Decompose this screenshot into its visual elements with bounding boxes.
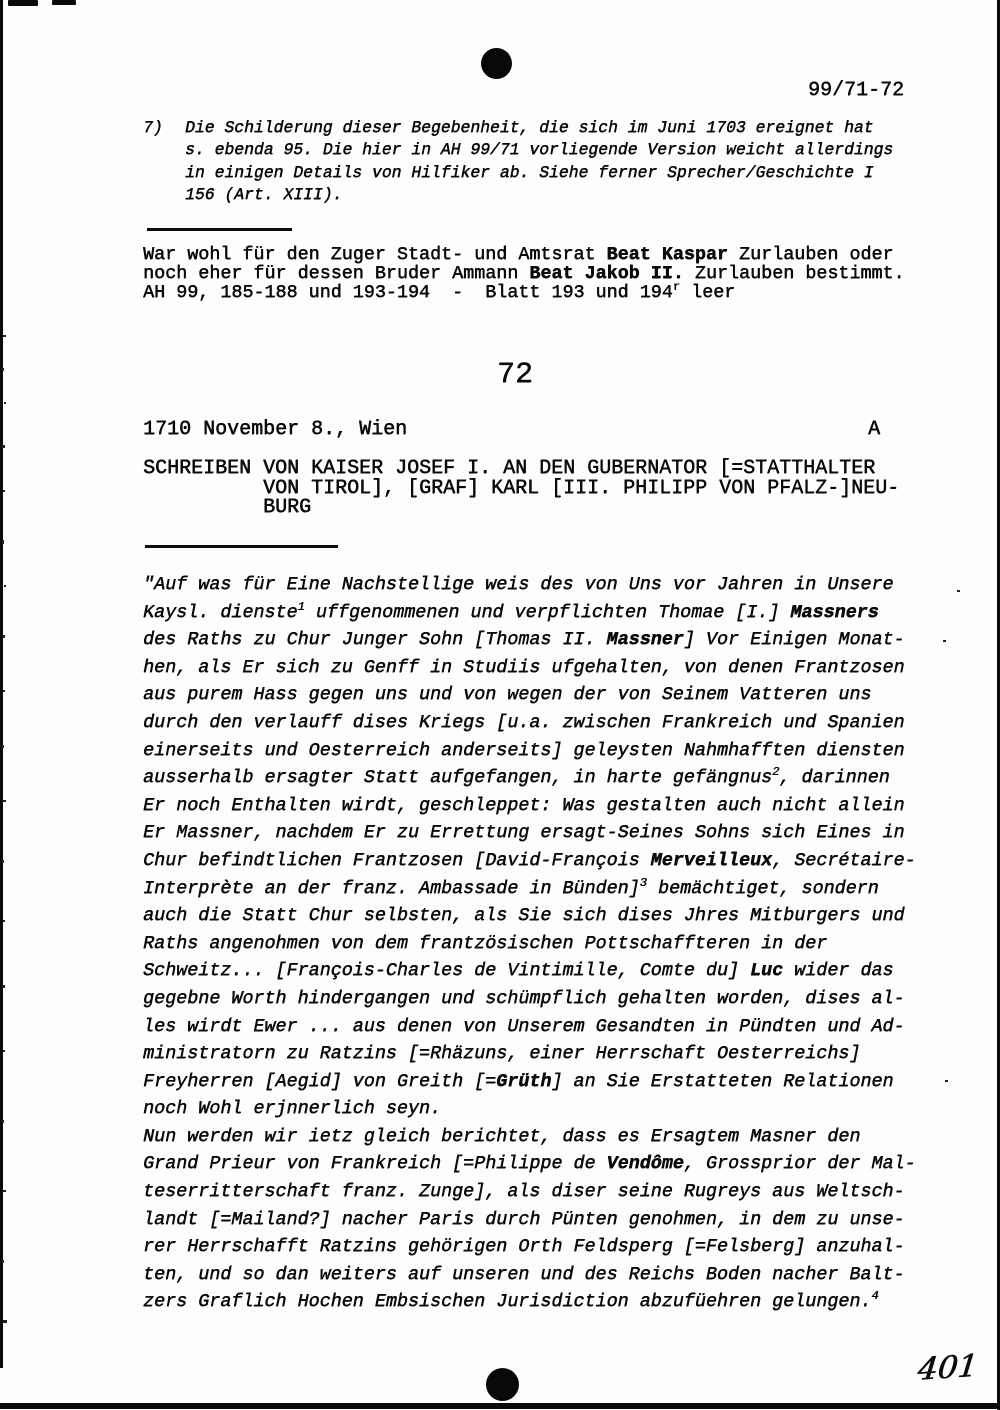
scan-speck <box>2 445 5 448</box>
scan-speck <box>3 1320 7 1323</box>
text-line: VON TIROL], [GRAF] KARL [III. PHILIPP VON PFALZ-]NEU- <box>263 476 900 500</box>
punch-hole-top <box>481 48 512 79</box>
document-number: 72 <box>496 358 533 392</box>
text-line: ausserhalb ersagter Statt aufgefangen, in harte gefängnus$^2$, darinnen <box>143 765 890 789</box>
text-line: Nun werden wir ietz gleich berichtet, dass es Ersagtem Masner den <box>143 1125 861 1147</box>
text-line: War wohl für den Zuger Stadt- und Amtsrat Beat Kaspar Zurlauben oder <box>143 244 894 265</box>
scan-speck <box>2 860 4 863</box>
date-place: 1710 November 8., Wien <box>143 418 408 441</box>
text-line: zers Graflich Hochen Embsischen Jurisdiction abzufüehren gelungen.$^4$ <box>143 1289 879 1313</box>
text-line: aus purem Hass gegen uns und von wegen der von Seinem Vatteren uns <box>143 684 872 706</box>
scan-smudge-top-left-2 <box>52 0 76 5</box>
scan-speck <box>943 640 946 642</box>
text-line: 156 (Art. XIII). <box>185 184 343 204</box>
page-reference: 99/71-72 <box>807 79 904 102</box>
text-line: in einigen Details von Hilfiker ab. Siehe ferner Sprecher/Geschichte I <box>185 162 874 182</box>
scan-speck <box>4 585 6 587</box>
text-line: rer Herrschafft Ratzins gehörigen Orth Feldsperg [=Felsberg] anzuhal- <box>143 1236 905 1258</box>
text-line: noch eher für dessen Bruder Ammann Beat Jakob II. Zurlauben bestimmt. <box>143 263 905 284</box>
transcription-body <box>143 571 916 1316</box>
text-line: BURG <box>263 496 312 520</box>
text-line: ministratorn zu Ratzins [=Rhäzuns, einer Herrschaft Oesterreichs] <box>143 1043 861 1065</box>
text-line: s. ebenda 95. Die hier in AH 99/71 vorliegende Version weicht allerdings <box>185 140 894 160</box>
text-line: teserritterschaft franz. Zunge], als diser seine Rugreys aus Weltsch- <box>143 1181 905 1203</box>
text-line: SCHREIBEN VON KAISER JOSEF I. AN DEN GUBERNATOR [=STATTHALTER <box>143 457 876 480</box>
scan-speck <box>4 402 6 404</box>
scan-speck <box>3 1190 6 1192</box>
scan-smudge-top-left <box>8 0 38 6</box>
text-line: des Raths zu Chur Junger Sohn [Thomas II. Massner] Vor Einigen Monat- <box>143 629 905 651</box>
scan-edge-left <box>0 0 3 1368</box>
scan-speck <box>957 590 960 592</box>
text-line: Er Massner, nachdem Er zu Errettung ersagt-Seines Sohns sich Eines in <box>143 822 905 844</box>
scan-speck <box>3 335 6 337</box>
scan-speck <box>2 1260 4 1263</box>
dateline <box>143 419 933 441</box>
text-line: hen, als Er sich zu Genff in Studiis ufgehalten, von denen Frantzosen <box>143 656 905 678</box>
scan-speck <box>3 800 6 802</box>
document-title <box>143 459 899 518</box>
text-line: Schweitz... [François-Charles de Vintimille, Comte du] Luc wider das <box>143 960 894 982</box>
scan-speck <box>2 985 5 988</box>
text-line: auch die Statt Chur selbsten, als Sie sich dises Jhres Mitburgers und <box>143 905 905 927</box>
scan-speck <box>2 540 4 544</box>
scan-speck <box>945 1080 948 1082</box>
text-line: landt [=Mailand?] nacher Paris durch Pünten genohmen, in dem zu unse- <box>143 1208 905 1230</box>
text-line: AH 99, 185-188 und 193-194 - Blatt 193 und 194$^r$ leer <box>143 279 736 303</box>
scan-speck <box>3 490 5 492</box>
source-siglum: A <box>868 418 881 441</box>
text-line: Chur befindtlichen Frantzosen [David-François Merveilleux, Secrétaire- <box>143 849 916 871</box>
scan-speck <box>2 745 4 748</box>
text-line: Kaysl. dienste$^1$ uffgenommenen und verpflichten Thomae [I.] Massners <box>143 599 879 623</box>
scan-speck <box>2 1120 4 1123</box>
text-line: durch den verlauff dises Kriegs [u.a. zwischen Frankreich und Spanien <box>143 711 905 733</box>
footnote-marker: 7) <box>143 118 163 137</box>
text-line: ten, und so dan weiters auf unseren und des Reichs Boden nacher Balt- <box>143 1263 905 1285</box>
text-line: Grand Prieur von Frankreich [=Philippe de Vendôme, Grossprior der Mal- <box>143 1153 916 1175</box>
footnote-7 <box>143 117 933 206</box>
text-line: Freyherren [Aegid] von Greith [=Grüth] an Sie Erstatteten Relationen <box>143 1070 894 1092</box>
text-line: gegebne Worth hindergangen und schümpflich gehalten worden, dises al- <box>143 987 905 1009</box>
scan-speck <box>3 1050 5 1052</box>
separator-rule-title <box>145 545 338 548</box>
text-line: "Auf was für Eine Nachstellige weis des von Uns vor Jahren in Unsere <box>143 574 894 595</box>
footnote-text <box>185 117 933 206</box>
archival-note <box>143 245 905 302</box>
text-line: Die Schilderung dieser Begebenheit, die sich im Juni 1703 ereignet hat <box>185 118 874 137</box>
separator-rule-top <box>147 228 292 231</box>
handwritten-folio-number: 401 <box>915 1347 980 1389</box>
scan-speck <box>3 690 5 692</box>
scan-speck <box>2 635 5 638</box>
text-line: Er noch Enthalten wirdt, geschleppet: Was gestalten auch nicht allein <box>143 794 905 816</box>
text-line: Interprète an der franz. Ambassade in Bünden]$^3$ bemächtiget, sondern <box>143 875 879 899</box>
text-line: les wirdt Ewer ... aus denen von Unserem Gesandten in Pündten und Ad- <box>143 1015 905 1037</box>
scan-speck <box>3 920 5 922</box>
punch-hole-bottom <box>486 1368 519 1401</box>
scan-edge-bottom <box>0 1403 1000 1409</box>
text-line: noch Wohl erjnnerlich seyn. <box>143 1098 441 1120</box>
text-line: Raths angenohmen von dem frantzösischen Pottschaffteren in der <box>143 932 828 954</box>
text-line: einerseits und Oesterreich anderseits] geleysten Nahmhafften diensten <box>143 739 905 761</box>
